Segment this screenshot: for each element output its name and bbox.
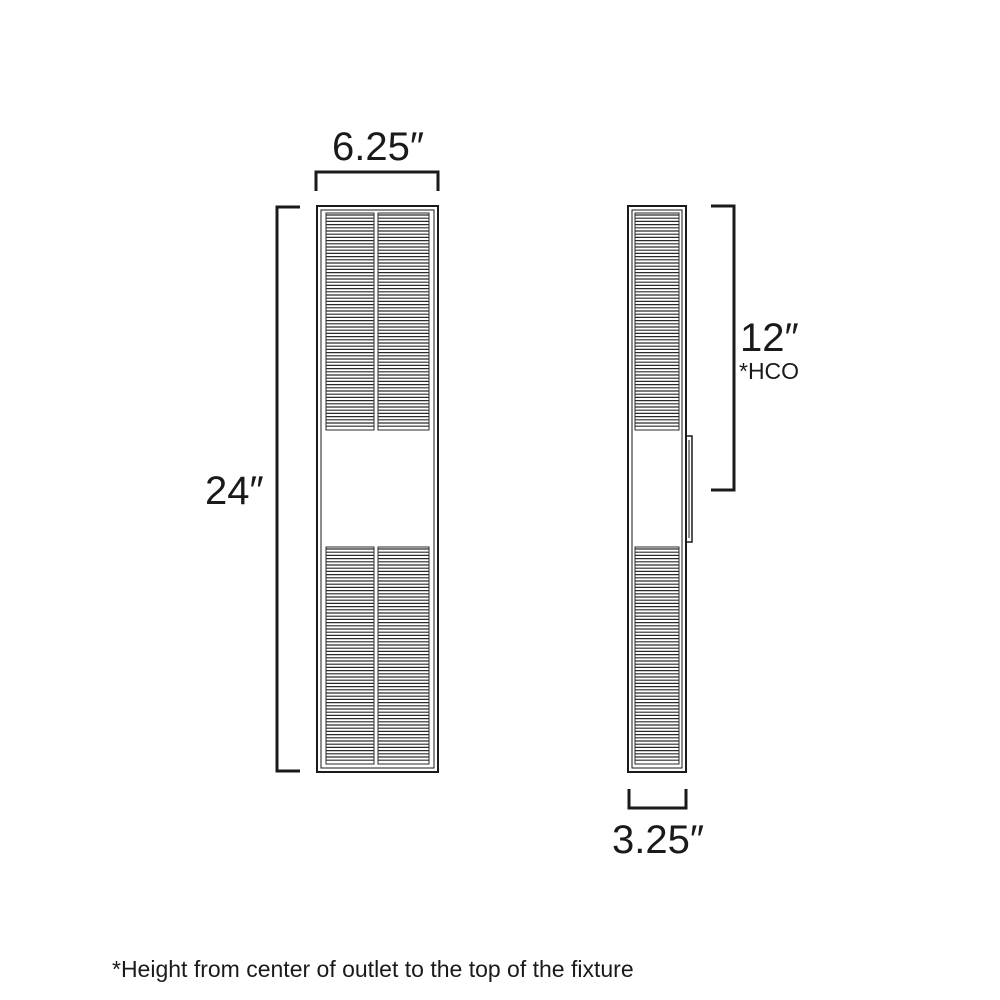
- side-louver-top: [635, 213, 679, 430]
- front-louvers: [326, 213, 429, 764]
- side-louver-bottom: [635, 547, 679, 764]
- side-hco-marker: *HCO: [739, 358, 800, 384]
- front-height-bracket: [277, 207, 300, 771]
- front-width-label: 6.25″: [332, 125, 425, 169]
- side-inner-outline: [632, 210, 682, 768]
- front-louver-top-left: [326, 213, 374, 430]
- front-louver-top-right: [378, 213, 429, 430]
- front-height-label: 24″: [205, 469, 264, 513]
- side-depth-label: 3.25″: [612, 818, 705, 862]
- side-depth-bracket: [629, 789, 686, 808]
- side-hco-label: 12″: [740, 316, 799, 360]
- side-louvers: [635, 213, 679, 764]
- front-louver-bottom-right: [378, 547, 429, 764]
- side-hco-bracket: [711, 206, 734, 490]
- front-louver-bottom-left: [326, 547, 374, 764]
- footnote: *Height from center of outlet to the top of the fixture: [112, 956, 634, 982]
- front-width-bracket: [316, 172, 438, 191]
